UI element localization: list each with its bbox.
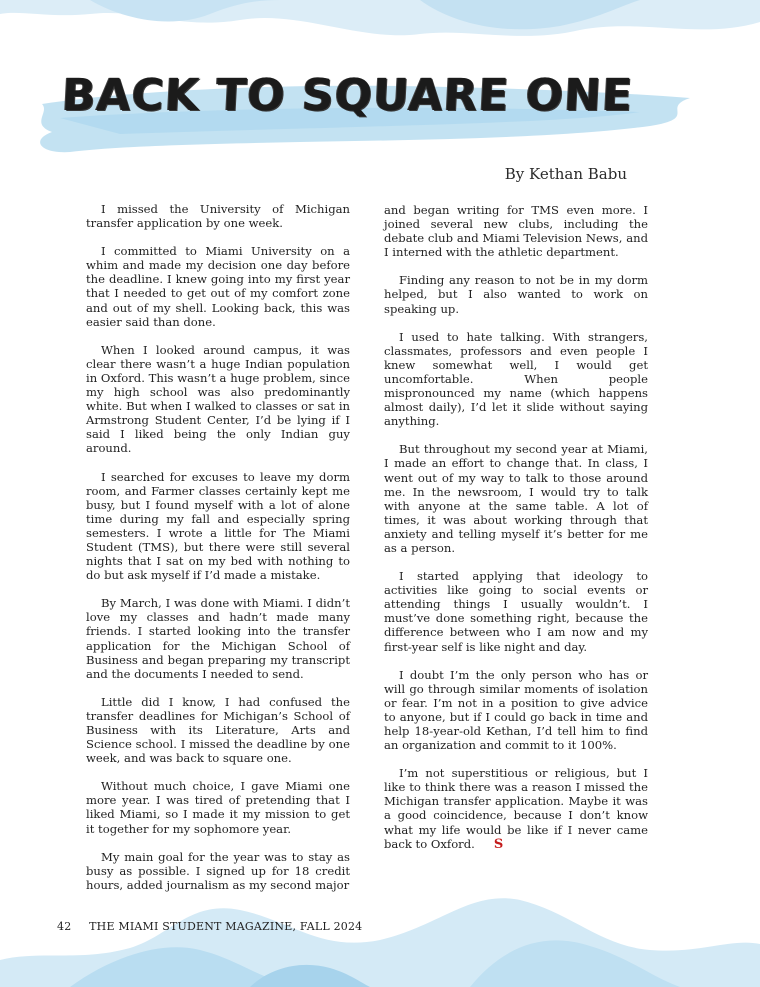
- paragraph: I started applying that ideology to activities like going to social events or attending things I usually wouldn’t. I must’ve done something right, because the difference between who I am now and my first-year self is like night and day.: [384, 569, 648, 654]
- paragraph-continued: and began writing for TMS even more. I joined several new clubs, including the debate club and Miami Television News, and I interned with the athletic department.: [384, 203, 648, 260]
- paragraph-final: [384, 766, 648, 852]
- final-text: I’m not superstitious or religious, but I like to think there was a reason I missed the Michigan transfer application. Maybe it was a good coincidence, because I don’t know what my life would be like if I never came back to Oxford.: [384, 766, 648, 851]
- end-mark-icon: S: [493, 836, 504, 852]
- paragraph: Little did I know, I had confused the transfer deadlines for Michigan’s School of Business with its Literature, Arts and Science school. I missed the deadline by one week, and was back to square one.: [86, 694, 350, 766]
- paragraph: I missed the University of Michigan transfer application by one week.: [86, 202, 350, 231]
- paragraph: But throughout my second year at Miami, I made an effort to change that. In class, I went out of my way to talk to those around me. In the newsroom, I would try to talk with anyone at the same table. A lot of times, it was about working through that anxiety and telling myself it’s better for me as a person.: [384, 442, 648, 555]
- paragraph: Without much choice, I gave Miami one more year. I was tired of pretending that I liked Miami, so I made it my mission to get it together for my sophomore year.: [86, 779, 350, 836]
- paragraph: By March, I was done with Miami. I didn’t love my classes and hadn’t made many friends. I started looking into the transfer application for the Michigan School of Business and began preparing my transcript and the documents I needed to send.: [86, 596, 350, 681]
- publication-name: THE MIAMI STUDENT MAGAZINE, FALL 2024: [89, 920, 363, 933]
- paragraph: I used to hate talking. With strangers, classmates, professors and even people I knew somewhat well, I would get uncomfortable. When people mispronounced my name (which happens almost daily), I’d let it slide without saying anything.: [384, 329, 648, 429]
- article-title: BACK TO SQUARE ONE: [60, 70, 635, 121]
- page-number: 42: [57, 920, 72, 933]
- paragraph: Finding any reason to not be in my dorm helped, but I also wanted to work on speaking up.: [384, 273, 648, 316]
- paragraph: I doubt I’m the only person who has or will go through similar moments of isolation or fear. I’m not in a position to give advice to anyone, but if I could go back in time and help 18-year-old Kethan, I’d tell him to find an organization and commit to it 100%.: [384, 667, 648, 753]
- paragraph: I searched for excuses to leave my dorm room, and Farmer classes certainly kept me busy, but I found myself with a lot of alone time during my fall and especially spring semesters. I wrote a little for The Miami Student (TMS), but there were still several nights that I sat on my bed with nothing to do but ask myself if I’d made a mistake.: [86, 469, 350, 583]
- article-column-left: [86, 202, 350, 906]
- page-footer: [57, 920, 362, 933]
- byline: By Kethan Babu: [504, 165, 627, 183]
- paragraph: My main goal for the year was to stay as busy as possible. I signed up for 18 credit hours, added journalism as my second major: [86, 849, 350, 892]
- paragraph: I committed to Miami University on a whim and made my decision one day before the deadline. I knew going into my first year that I needed to get out of my comfort zone and out of my shell. Looking back, this was easier said than done.: [86, 244, 350, 329]
- article-column-right: [384, 203, 648, 866]
- paragraph: When I looked around campus, it was clear there wasn’t a huge Indian population in Oxford. This wasn’t a huge problem, since my high school was also predominantly white. But when I walked to classes or sat in Armstrong Student Center, I’d be lying if I said I liked being the only Indian guy around.: [86, 342, 350, 456]
